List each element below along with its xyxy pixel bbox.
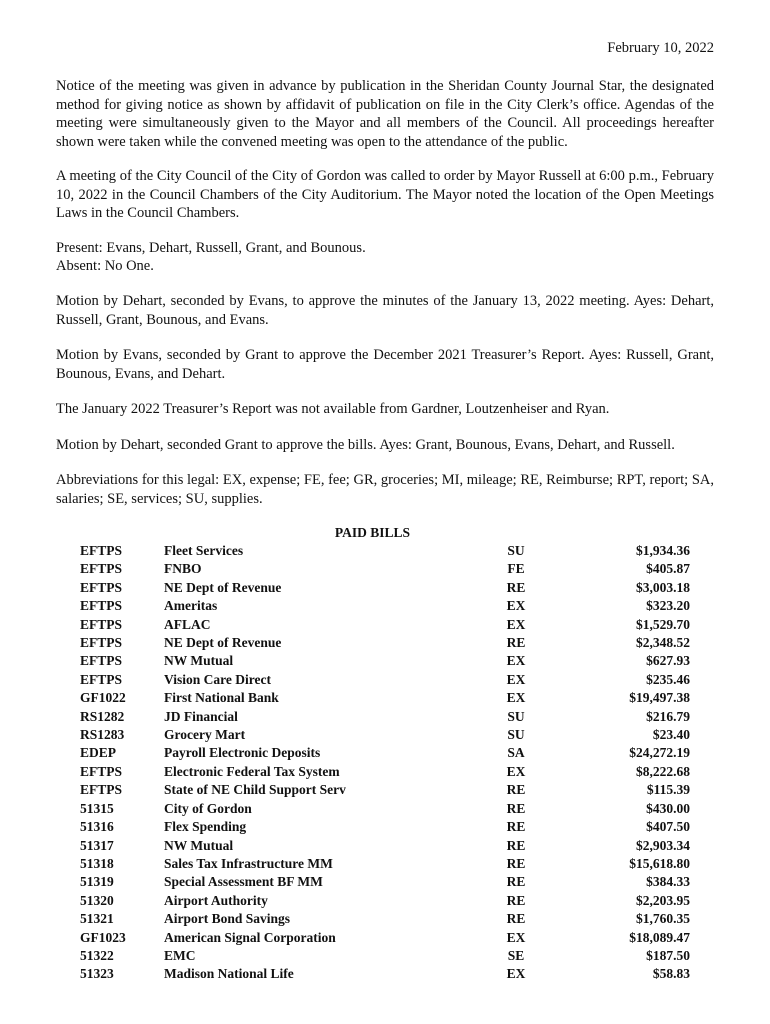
bill-code: EFTPS xyxy=(80,653,123,669)
bill-code: EFTPS xyxy=(80,579,123,595)
bill-code: EFTPS xyxy=(80,782,123,798)
bill-amount: $627.93 xyxy=(646,653,690,669)
table-row xyxy=(80,726,690,744)
paid-bills-table xyxy=(80,542,690,984)
bill-type: SE xyxy=(507,947,525,963)
bill-code: EFTPS xyxy=(80,561,123,577)
bill-type: RE xyxy=(506,911,526,927)
bill-code: RS1283 xyxy=(80,727,125,743)
bill-type: SU xyxy=(507,543,525,558)
table-row xyxy=(80,947,690,965)
bill-vendor: State of NE Child Support Serv xyxy=(164,782,346,798)
bill-type: RE xyxy=(506,635,526,651)
table-row xyxy=(80,818,690,836)
bill-amount: $187.50 xyxy=(646,947,690,963)
table-row xyxy=(80,910,690,928)
bill-amount: $384.33 xyxy=(646,874,690,890)
bill-type: RE xyxy=(506,800,526,816)
bill-code: EFTPS xyxy=(80,598,123,614)
bill-code: EFTPS xyxy=(80,671,123,687)
bill-amount: $115.39 xyxy=(646,782,690,798)
bill-vendor: Payroll Electronic Deposits xyxy=(164,745,321,761)
bill-vendor: NE Dept of Revenue xyxy=(164,579,282,595)
notice-paragraph: Notice of the meeting was given in advance by publication in the Sheridan County Journal Star, the designated method for giving notice as shown by affidavit of publication on file in the City Clerk’s office. Agendas of the meeting were simultaneously given to the Mayor and all members of the Council. All proceedings hereafter shown were taken while the convened meeting was open to the attendance of the public. xyxy=(56,78,714,150)
bill-code: GF1022 xyxy=(80,690,126,706)
paid-bills-title: PAID BILLS xyxy=(334,525,411,540)
bill-code: 51317 xyxy=(80,837,114,853)
bill-vendor: Madison National Life xyxy=(164,966,294,982)
bill-code: RS1282 xyxy=(80,708,125,724)
table-row xyxy=(80,560,690,578)
table-row xyxy=(80,781,690,799)
table-row xyxy=(80,542,690,560)
bill-vendor: Special Assessment BF MM xyxy=(164,874,323,890)
bill-type: SU xyxy=(507,727,525,743)
bill-vendor: NE Dept of Revenue xyxy=(164,635,282,651)
table-row xyxy=(80,689,690,707)
bill-vendor: NW Mutual xyxy=(164,837,234,853)
bill-type: EX xyxy=(506,929,526,945)
bill-amount: $407.50 xyxy=(646,819,690,835)
bill-vendor: Airport Authority xyxy=(164,892,268,908)
table-row xyxy=(80,597,690,615)
table-row xyxy=(80,892,690,910)
bill-amount: $1,934.36 xyxy=(636,543,690,558)
bill-code: 51323 xyxy=(80,966,114,982)
bill-code: EFTPS xyxy=(80,763,123,779)
bill-type: RE xyxy=(506,782,526,798)
bill-vendor: City of Gordon xyxy=(164,800,252,816)
bill-type: SU xyxy=(507,708,525,724)
bill-type: RE xyxy=(506,874,526,890)
bill-type: RE xyxy=(506,579,526,595)
bill-vendor: Ameritas xyxy=(164,598,218,614)
table-row xyxy=(80,929,690,947)
bill-amount: $3,003.18 xyxy=(636,579,690,595)
bill-type: SA xyxy=(507,745,525,761)
bill-code: EFTPS xyxy=(80,543,123,558)
bill-amount: $216.79 xyxy=(646,708,690,724)
bill-code: 51315 xyxy=(80,800,114,816)
bill-vendor: FNBO xyxy=(164,561,202,577)
absent-line: Absent: No One. xyxy=(56,258,154,274)
bill-type: EX xyxy=(506,671,526,687)
bill-code: 51320 xyxy=(80,892,114,908)
bill-amount: $23.40 xyxy=(652,727,690,743)
bill-vendor: AFLAC xyxy=(164,616,211,632)
bill-code: 51319 xyxy=(80,874,114,890)
bill-vendor: Electronic Federal Tax System xyxy=(164,763,340,779)
bill-vendor: Airport Bond Savings xyxy=(164,911,291,927)
bill-amount: $19,497.38 xyxy=(629,690,690,706)
bill-amount: $2,203.95 xyxy=(636,892,690,908)
table-row xyxy=(80,671,690,689)
bill-type: RE xyxy=(506,819,526,835)
table-row xyxy=(80,800,690,818)
treasurer-report-motion-paragraph: Motion by Evans, seconded by Grant to approve the December 2021 Treasurer’s Report. Ayes: Russell, Grant, Bounous, Evans, and Dehart. xyxy=(56,347,714,382)
bill-code: 51318 xyxy=(80,855,114,871)
bill-type: FE xyxy=(507,561,525,577)
table-row xyxy=(80,708,690,726)
bill-type: RE xyxy=(506,837,526,853)
bill-vendor: EMC xyxy=(164,947,196,963)
bill-code: EFTPS xyxy=(80,616,123,632)
bill-vendor: Sales Tax Infrastructure MM xyxy=(164,855,333,871)
table-row xyxy=(80,965,690,983)
table-row xyxy=(80,579,690,597)
bill-code: 51322 xyxy=(80,947,114,963)
bill-vendor: First National Bank xyxy=(164,690,279,706)
bill-amount: $1,529.70 xyxy=(636,616,690,632)
table-row xyxy=(80,634,690,652)
minutes-motion-paragraph: Motion by Dehart, seconded by Evans, to approve the minutes of the January 13, 2022 meeting. Ayes: Dehart, Russell, Grant, Bounous, and Evans. xyxy=(56,293,714,328)
table-row xyxy=(80,763,690,781)
bill-amount: $8,222.68 xyxy=(636,763,690,779)
bill-amount: $15,618.80 xyxy=(629,855,690,871)
bill-vendor: Grocery Mart xyxy=(164,727,246,743)
bill-amount: $405.87 xyxy=(646,561,690,577)
treasurer-report-note: The January 2022 Treasurer’s Report was not available from Gardner, Loutzenheiser and Ryan. xyxy=(56,401,610,417)
bill-code: GF1023 xyxy=(80,929,126,945)
present-line: Present: Evans, Dehart, Russell, Grant, and Bounous. xyxy=(56,240,366,256)
bill-vendor: NW Mutual xyxy=(164,653,234,669)
bill-type: EX xyxy=(506,653,526,669)
bill-amount: $24,272.19 xyxy=(629,745,690,761)
table-row xyxy=(80,855,690,873)
bill-amount: $2,903.34 xyxy=(636,837,690,853)
bill-amount: $18,089.47 xyxy=(629,929,690,945)
bill-amount: $58.83 xyxy=(652,966,690,982)
bill-amount: $1,760.35 xyxy=(636,911,690,927)
bill-vendor: Flex Spending xyxy=(164,819,247,835)
bills-motion-paragraph: Motion by Dehart, seconded Grant to approve the bills. Ayes: Grant, Bounous, Evans, Dehart, and Russell. xyxy=(56,437,675,453)
bill-vendor: Fleet Services xyxy=(164,543,244,558)
bill-code: 51316 xyxy=(80,819,114,835)
bill-type: EX xyxy=(506,690,526,706)
bill-type: RE xyxy=(506,855,526,871)
table-row xyxy=(80,744,690,762)
call-to-order-paragraph: A meeting of the City Council of the City of Gordon was called to order by Mayor Russell at 6:00 p.m., February 10, 2022 in the Council Chambers of the City Auditorium. The Mayor noted the location of the Open Meetings Laws in the Council Chambers. xyxy=(56,168,714,221)
bill-type: RE xyxy=(506,892,526,908)
bill-code: EDEP xyxy=(80,745,117,761)
bill-type: EX xyxy=(506,966,526,982)
table-row xyxy=(80,652,690,670)
table-row xyxy=(80,837,690,855)
bill-amount: $430.00 xyxy=(646,800,690,816)
abbreviations-paragraph: Abbreviations for this legal: EX, expense; FE, fee; GR, groceries; MI, mileage; RE, Reimburse; RPT, report; SA, salaries; SE, services; SU, supplies. xyxy=(56,472,714,507)
bill-vendor: Vision Care Direct xyxy=(164,671,271,687)
bill-amount: $2,348.52 xyxy=(636,635,690,651)
bill-vendor: American Signal Corporation xyxy=(164,929,336,945)
bill-type: EX xyxy=(506,763,526,779)
bill-code: EFTPS xyxy=(80,635,123,651)
bill-code: 51321 xyxy=(80,911,114,927)
document-date: February 10, 2022 xyxy=(607,40,714,56)
bill-type: EX xyxy=(506,616,526,632)
bill-vendor: JD Financial xyxy=(164,708,238,724)
bill-amount: $323.20 xyxy=(646,598,690,614)
table-row xyxy=(80,873,690,891)
bill-type: EX xyxy=(506,598,526,614)
bill-amount: $235.46 xyxy=(646,671,690,687)
table-row xyxy=(80,616,690,634)
